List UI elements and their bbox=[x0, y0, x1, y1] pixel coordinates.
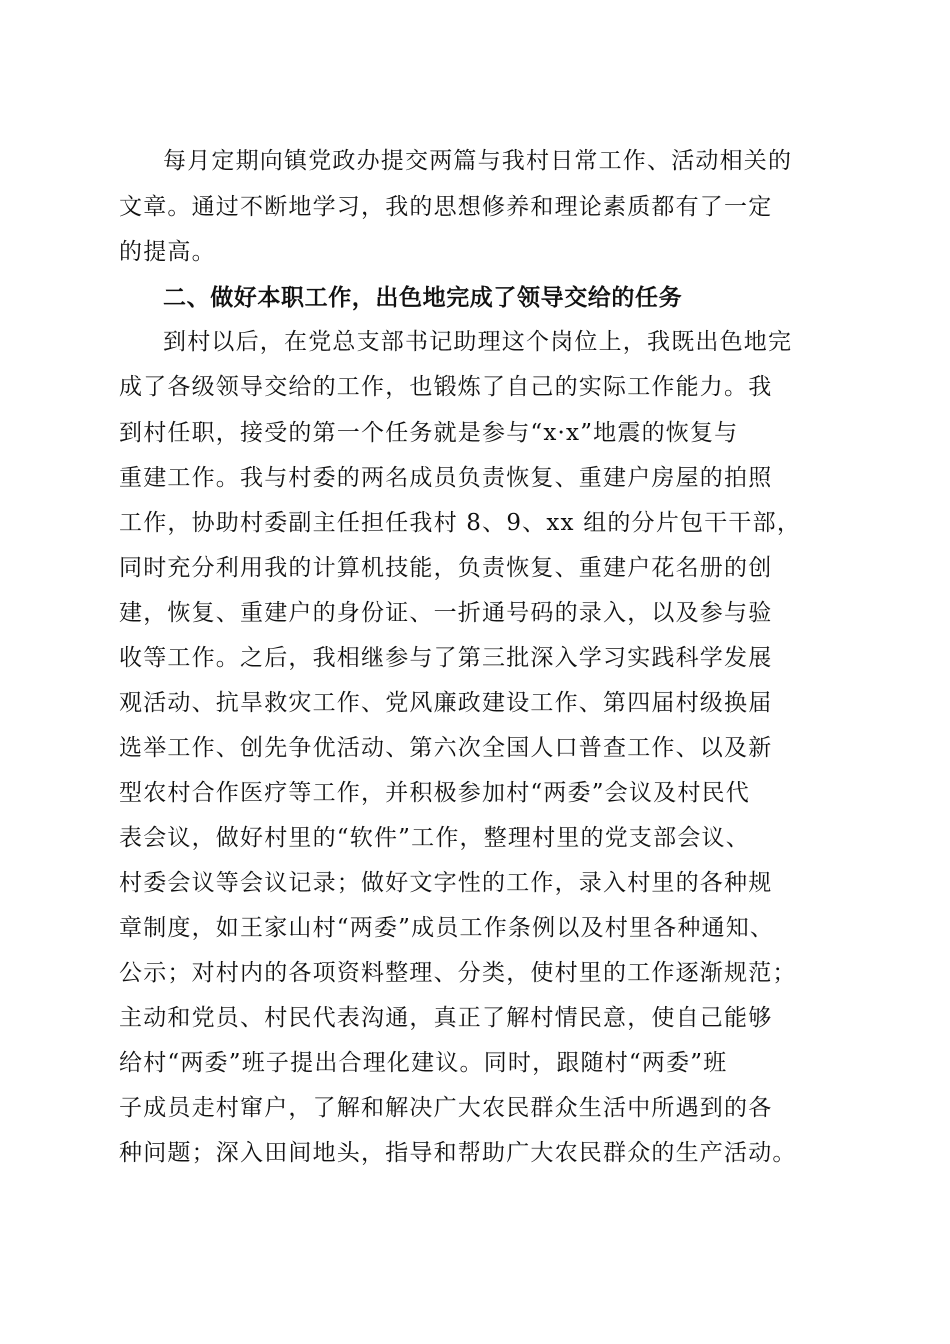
section-heading: 二、做好本职工作，出色地完成了领导交给的任务 bbox=[163, 285, 683, 311]
paragraph-line-3: 的提高。 bbox=[119, 239, 216, 265]
paragraph-line-12: 观活动、抗旱救灾工作、党风廉政建设工作、第四届村级换届 bbox=[119, 690, 773, 716]
paragraph-line-19: 主动和党员、村民代表沟通，真正了解村情民意，使自己能够 bbox=[119, 1005, 773, 1031]
paragraph-line-15: 表会议，做好村里的“软件”工作，整理村里的党支部会议、 bbox=[119, 825, 750, 851]
paragraph-line-8: 工作，协助村委副主任担任我村 8、9、xx 组的分片包干干部， bbox=[119, 510, 802, 536]
paragraph-line-22: 种问题；深入田间地头，指导和帮助广大农民群众的生产活动。 bbox=[119, 1140, 797, 1166]
paragraph-line-13: 选举工作、创先争优活动、第六次全国人口普查工作、以及新 bbox=[119, 735, 773, 761]
paragraph-line-17: 章制度，如王家山村“两委”成员工作条例以及村里各种通知、 bbox=[119, 915, 775, 941]
paragraph-line-6: 到村任职，接受的第一个任务就是参与“x·x”地震的恢复与 bbox=[119, 420, 739, 446]
paragraph-line-9: 同时充分利用我的计算机技能，负责恢复、重建户花名册的创 bbox=[119, 555, 773, 581]
paragraph-line-4: 到村以后，在党总支部书记助理这个岗位上，我既出色地完 bbox=[163, 329, 793, 355]
paragraph-line-7: 重建工作。我与村委的两名成员负责恢复、重建户房屋的拍照 bbox=[119, 465, 773, 491]
paragraph-line-11: 收等工作。之后，我相继参与了第三批深入学习实践科学发展 bbox=[119, 645, 773, 671]
paragraph-line-1: 每月定期向镇党政办提交两篇与我村日常工作、活动相关的 bbox=[163, 148, 793, 174]
paragraph-line-21: 子成员走村窜户，了解和解决广大农民群众生活中所遇到的各 bbox=[119, 1095, 773, 1121]
paragraph-line-10: 建，恢复、重建户的身份证、一折通号码的录入，以及参与验 bbox=[119, 600, 773, 626]
paragraph-line-5: 成了各级领导交给的工作，也锻炼了自己的实际工作能力。我 bbox=[119, 374, 773, 400]
paragraph-line-2: 文章。通过不断地学习，我的思想修养和理论素质都有了一定 bbox=[119, 194, 773, 220]
paragraph-line-14: 型农村合作医疗等工作，并积极参加村“两委”会议及村民代 bbox=[119, 780, 750, 806]
paragraph-line-20: 给村“两委”班子提出合理化建议。同时，跟随村“两委”班 bbox=[119, 1050, 728, 1076]
paragraph-line-16: 村委会议等会议记录；做好文字性的工作，录入村里的各种规 bbox=[119, 870, 773, 896]
paragraph-line-18: 公示；对村内的各项资料整理、分类，使村里的工作逐渐规范； bbox=[119, 960, 797, 986]
